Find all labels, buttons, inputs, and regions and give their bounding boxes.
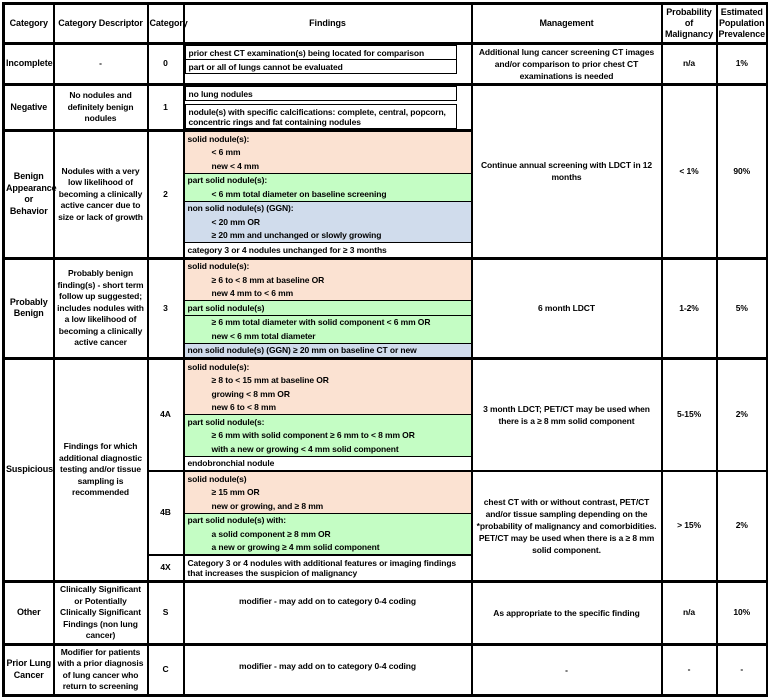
finding-line: ≥ 6 mm total diameter with solid component < 6 mm OR — [211, 317, 431, 327]
benign-code: 2 — [148, 131, 184, 259]
row-other — [4, 582, 768, 645]
probably-benign-descriptor: Probably benign finding(s) - short term follow up suggested; includes nodules with a low likelihood of becoming a clinically active cancer — [54, 258, 148, 359]
incomplete-management: Additional lung cancer screening CT images and/or comparison to prior chest CT examinations is needed — [472, 44, 662, 85]
negative-code: 1 — [148, 85, 184, 131]
solid-nodule-section — [185, 360, 471, 415]
header-row — [4, 4, 768, 44]
suspicious-4b-4x-management: chest CT with or without contrast, PET/CT and/or tissue sampling depending on the *probability of malignancy and comorbidities. PET/CT may be used when there is a ≥ 8 mm solid component. — [472, 471, 662, 582]
prior-descriptor: Modifier for patients with a prior diagnosis of lung cancer who return to screening — [54, 644, 148, 695]
finding-line: ≥ 20 mm and unchanged or slowly growing — [211, 230, 382, 240]
row-incomplete — [4, 44, 768, 85]
prior-category: Prior Lung Cancer — [4, 644, 54, 695]
finding-line: nodule(s) with specific calcifications: complete, central, popcorn, concentric rings and fat containing nodules — [188, 106, 446, 127]
suspicious-category: Suspicious — [4, 359, 54, 582]
row-probably-benign — [4, 258, 768, 359]
non-solid-nodule-section — [185, 344, 471, 358]
finding-line: solid nodule(s): — [187, 361, 250, 372]
other-probability: n/a — [662, 582, 717, 645]
finding-line: modifier - may add on to category 0-4 coding — [239, 596, 416, 606]
finding-line: part solid nodule(s: — [187, 416, 265, 427]
finding-line: prior chest CT examination(s) being located for comparison — [188, 47, 425, 58]
finding-box — [185, 104, 457, 129]
finding-line: ≥ 15 mm OR — [211, 487, 260, 497]
suspicious-4a-probability: 5-15% — [662, 359, 717, 472]
col-header-code: Category — [148, 4, 184, 44]
suspicious-4a-code: 4A — [148, 359, 184, 472]
finding-box — [185, 60, 457, 74]
solid-nodule-section — [185, 132, 471, 174]
finding-line: no lung nodules — [188, 88, 253, 99]
other-descriptor: Clinically Significant or Potentially Clinically Significant Findings (non lung cancer) — [54, 582, 148, 645]
incomplete-descriptor: - — [54, 44, 148, 85]
finding-line: a new or growing ≥ 4 mm solid component — [211, 542, 380, 552]
incomplete-prevalence: 1% — [717, 44, 768, 85]
finding-line: solid nodule(s) — [187, 473, 247, 484]
col-header-probability: Probability of Malignancy — [662, 4, 717, 44]
part-solid-nodule-section — [185, 174, 471, 202]
suspicious-4a-prevalence: 2% — [717, 359, 768, 472]
prior-probability: - — [662, 644, 717, 695]
suspicious-4a-findings — [184, 359, 472, 472]
negative-descriptor: No nodules and definitely benign nodules — [54, 85, 148, 131]
benign-findings — [184, 131, 472, 259]
finding-line: ≥ 6 to < 8 mm at baseline OR — [211, 274, 325, 285]
row-suspicious-4a — [4, 359, 768, 472]
finding-line: < 20 mm OR — [211, 216, 260, 227]
incomplete-probability: n/a — [662, 44, 717, 85]
suspicious-4b-4x-probability: > 15% — [662, 471, 717, 582]
finding-line: growing < 8 mm OR — [211, 388, 290, 399]
finding-line: < 6 mm total diameter on baseline screening — [211, 188, 387, 199]
suspicious-descriptor: Findings for which additional diagnostic testing and/or tissue sampling is recommended — [54, 359, 148, 582]
finding-line: new 6 to < 8 mm — [211, 402, 276, 412]
finding-line: solid nodule(s): — [187, 261, 250, 271]
suspicious-4x-findings — [184, 555, 472, 582]
probably-benign-category: Probably Benign — [4, 258, 54, 359]
col-header-management: Management — [472, 4, 662, 44]
finding-line: Category 3 or 4 nodules with additional features or imaging findings that increases the suspicion of malignancy — [187, 557, 457, 578]
finding-line: new < 6 mm total diameter — [211, 330, 316, 341]
finding-line: ≥ 6 mm with solid component ≥ 6 mm to < 8 mm OR — [211, 430, 415, 440]
probably-benign-findings — [184, 258, 472, 359]
prior-code: C — [148, 644, 184, 695]
part-solid-nodule-section — [185, 316, 471, 344]
negative-benign-probability: < 1% — [662, 85, 717, 259]
finding-line: a solid component ≥ 8 mm OR — [211, 528, 331, 539]
lungrads-table — [2, 2, 768, 697]
finding-line: ≥ 8 to < 15 mm at baseline OR — [211, 375, 329, 385]
finding-line: part solid nodule(s) with: — [187, 515, 286, 525]
col-header-findings: Findings — [184, 4, 472, 44]
suspicious-4b-findings — [184, 471, 472, 555]
finding-line: part or all of lungs cannot be evaluated — [188, 61, 343, 72]
non-solid-nodule-section — [185, 202, 471, 244]
finding-line: part solid nodule(s) — [187, 302, 265, 313]
probably-benign-management: 6 month LDCT — [472, 258, 662, 359]
prior-findings — [184, 644, 472, 695]
negative-category: Negative — [4, 85, 54, 131]
probably-benign-code: 3 — [148, 258, 184, 359]
negative-findings — [184, 85, 472, 131]
finding-line: non solid nodule(s) (GGN): — [187, 203, 294, 213]
finding-line: category 3 or 4 nodules unchanged for ≥ 3 months — [187, 244, 387, 255]
finding-line: modifier - may add on to category 0-4 coding — [239, 660, 416, 671]
other-code: S — [148, 582, 184, 645]
solid-nodule-section — [185, 472, 471, 514]
finding-box — [185, 45, 457, 60]
finding-line: with a new or growing < 4 mm solid component — [211, 443, 399, 454]
other-management: As appropriate to the specific finding — [472, 582, 662, 645]
probably-benign-probability: 1-2% — [662, 258, 717, 359]
row-negative — [4, 85, 768, 131]
other-finding-section — [185, 457, 471, 471]
incomplete-findings — [184, 44, 472, 85]
suspicious-4b-4x-prevalence: 2% — [717, 471, 768, 582]
col-header-category: Category — [4, 4, 54, 44]
probably-benign-prevalence: 5% — [717, 258, 768, 359]
finding-line: solid nodule(s): — [187, 133, 250, 144]
benign-category: Benign Appearance or Behavior — [4, 131, 54, 259]
finding-line: new 4 mm to < 6 mm — [211, 288, 294, 298]
part-solid-nodule-section — [185, 415, 471, 457]
solid-nodule-section — [185, 260, 471, 302]
finding-line: part solid nodule(s): — [187, 175, 268, 185]
prior-prevalence: - — [717, 644, 768, 695]
benign-descriptor: Nodules with a very low likelihood of becoming a clinically active cancer due to size or lack of growth — [54, 131, 148, 259]
part-solid-nodule-section — [185, 514, 471, 555]
finding-box — [185, 86, 457, 101]
other-prevalence: 10% — [717, 582, 768, 645]
finding-line: endobronchial nodule — [187, 458, 275, 468]
suspicious-4x-code: 4X — [148, 555, 184, 582]
part-solid-nodule-header — [185, 301, 471, 316]
suspicious-4a-management: 3 month LDCT; PET/CT may be used when there is a ≥ 8 mm solid component — [472, 359, 662, 472]
negative-benign-management: Continue annual screening with LDCT in 12 months — [472, 85, 662, 259]
row-prior-lung-cancer — [4, 644, 768, 695]
finding-line: new or growing, and ≥ 8 mm — [211, 500, 324, 511]
other-findings — [184, 582, 472, 645]
prior-management: - — [472, 644, 662, 695]
incomplete-code: 0 — [148, 44, 184, 85]
other-finding-section — [185, 243, 471, 257]
finding-line: new < 4 mm — [211, 160, 259, 171]
suspicious-4b-code: 4B — [148, 471, 184, 555]
other-category: Other — [4, 582, 54, 645]
incomplete-category: Incomplete — [4, 44, 54, 85]
col-header-descriptor: Category Descriptor — [54, 4, 148, 44]
negative-benign-prevalence: 90% — [717, 85, 768, 259]
col-header-prevalence: Estimated Population Prevalence — [717, 4, 768, 44]
finding-line: < 6 mm — [211, 147, 241, 157]
finding-line: non solid nodule(s) (GGN) ≥ 20 mm on baseline CT or new — [187, 345, 417, 355]
